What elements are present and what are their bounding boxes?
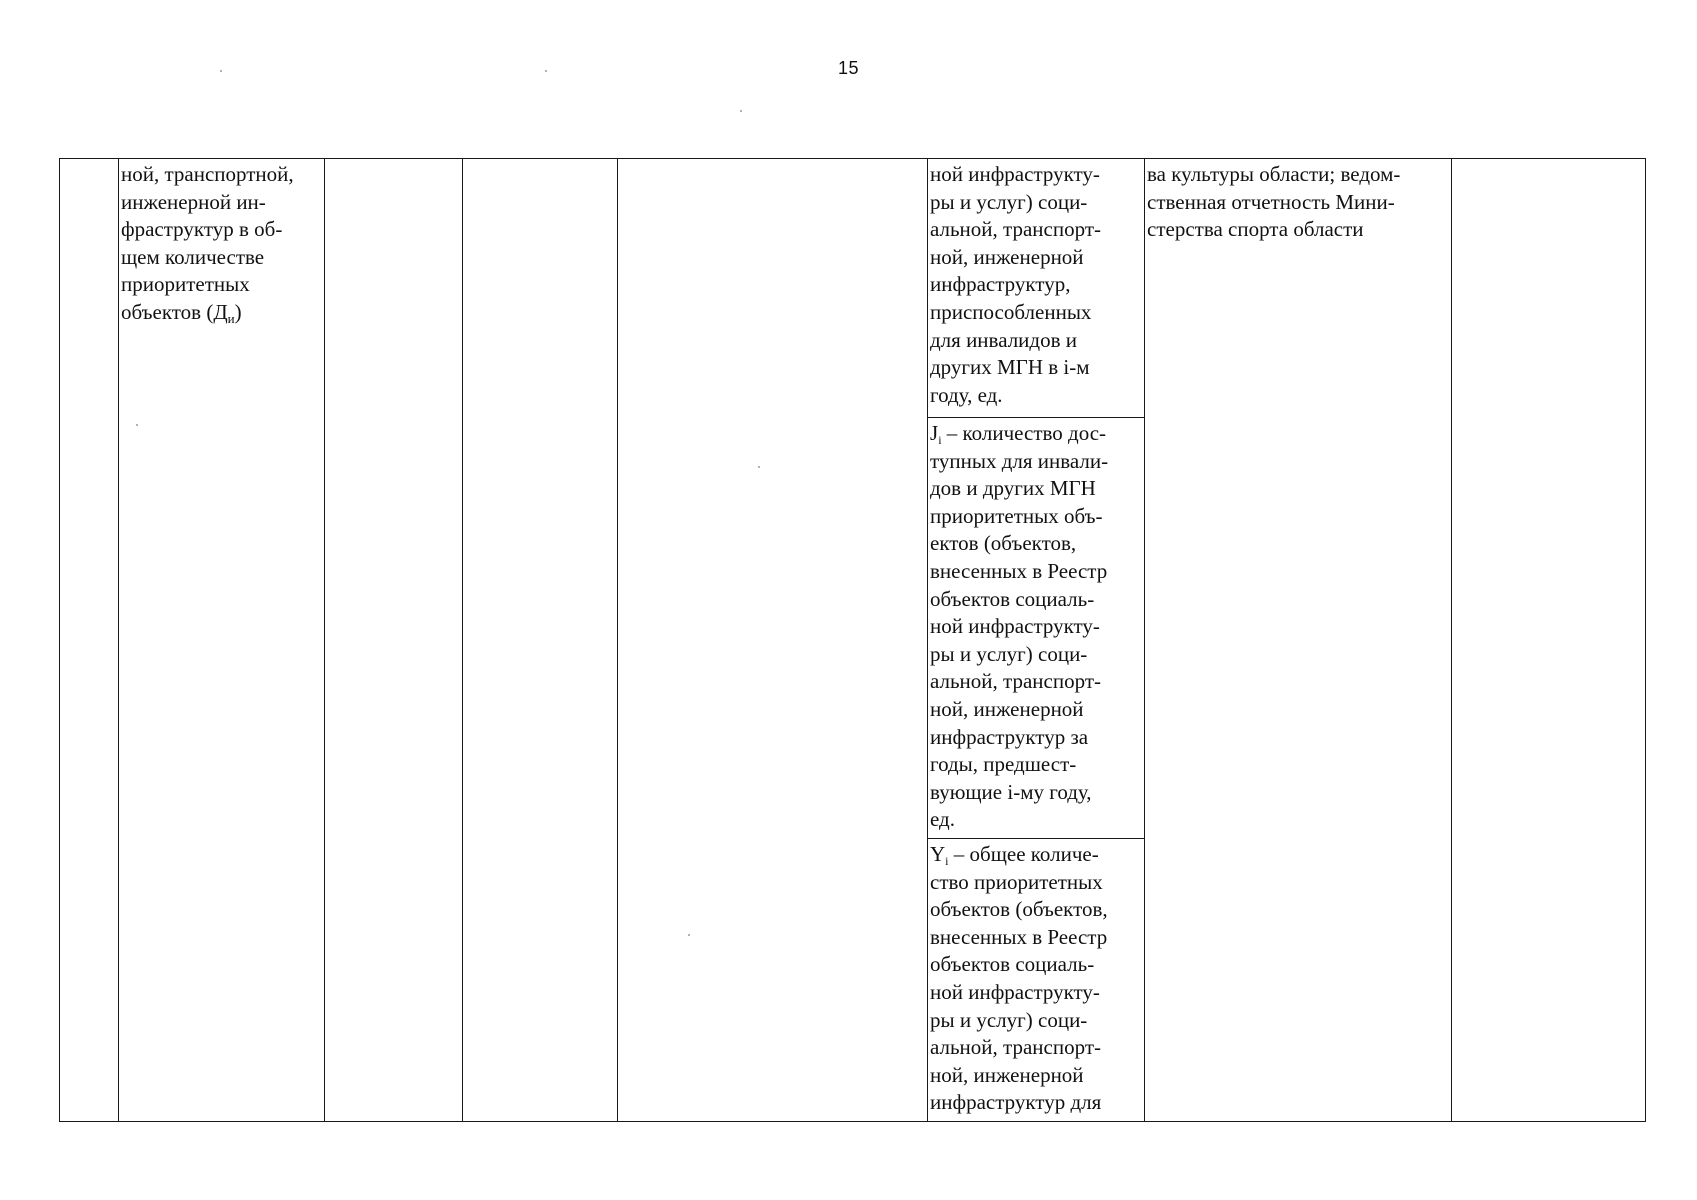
text-line: объектов социаль- [930,586,1095,611]
text-line: инфраструктур за [930,724,1089,749]
cell-formula-variable [928,839,1145,1122]
text-line: стерства спорта области [1147,217,1364,242]
text-line: дов и других МГН [930,476,1096,501]
text-line: ед. [930,807,955,832]
text-line: ры и услуг) соци- [930,1007,1088,1032]
text-line: инженерной ин- [121,189,266,214]
scan-speck [740,110,742,112]
text-line: приспособленных [930,299,1092,324]
text-line: фраструктур в об- [121,217,283,242]
text-fragment: ) [234,299,242,324]
text-line: ектов (объектов, [930,531,1077,556]
text-line: альной, транспорт- [930,1035,1101,1060]
text-line: ственная отчетность Мини- [1147,189,1395,214]
subscript: i [938,433,942,447]
cell-empty [1452,159,1646,1122]
page-number: 15 [837,58,860,78]
cell-formula-variable [928,159,1145,418]
text-line: внесенных в Реестр [930,558,1108,583]
text-line: ной, инженерной [930,1062,1084,1087]
scan-speck [220,70,222,72]
document-table [59,158,1646,1122]
text-line: объектов социаль- [930,952,1095,977]
text-line: ры и услуг) соци- [930,189,1088,214]
text-line: ной инфраструкту- [930,614,1100,639]
variable-letter: J [930,421,939,445]
text-line [930,841,1142,869]
text-line: других МГН в i-м [930,355,1090,380]
text-line [121,299,322,327]
table-row [60,159,1646,418]
cell-empty [618,159,928,1122]
variable-letter: Y [930,842,946,866]
cell-number [60,159,119,1122]
text-line [930,420,1142,448]
scan-speck [545,70,547,72]
text-line: щем количестве [121,244,265,269]
text-line: тупных для инвали- [930,448,1109,473]
text-line: ной, транспортной, [121,162,294,186]
text-line: объектов (объектов, [930,897,1108,922]
text-fragment: – количество дос- [941,421,1107,445]
text-line: для инвалидов и [930,327,1077,352]
text-line: внесенных в Реестр [930,924,1108,949]
text-line: приоритетных [121,272,250,297]
cell-data-source [1145,159,1452,1122]
text-fragment: – общее количе- [948,842,1099,866]
text-line: году, ед. [930,382,1003,407]
text-line: ство приоритетных [930,869,1103,894]
text-line: альной, транспорт- [930,217,1101,242]
text-line: ной, инженерной [930,244,1084,269]
text-line: инфраструктур, [930,272,1071,297]
cell-empty [463,159,618,1122]
cell-indicator-name [119,159,325,1122]
text-line: ры и услуг) соци- [930,641,1088,666]
text-line: приоритетных объ- [930,503,1103,528]
text-line: вующие i-му году, [930,779,1092,804]
text-line: ва культуры области; ведом- [1147,162,1401,186]
text-line: инфраструктур для [930,1090,1102,1115]
cell-formula-variable [928,418,1145,839]
text-line: ной, инженерной [930,696,1084,721]
subscript: i [945,854,949,868]
text-line: годы, предшест- [930,752,1077,777]
text-line: ной инфраструкту- [930,162,1100,186]
text-line: ной инфраструкту- [930,979,1100,1004]
cell-empty [325,159,463,1122]
text-fragment: объектов (Д [121,299,228,324]
subscript: и [227,310,235,326]
text-line: альной, транспорт- [930,669,1101,694]
